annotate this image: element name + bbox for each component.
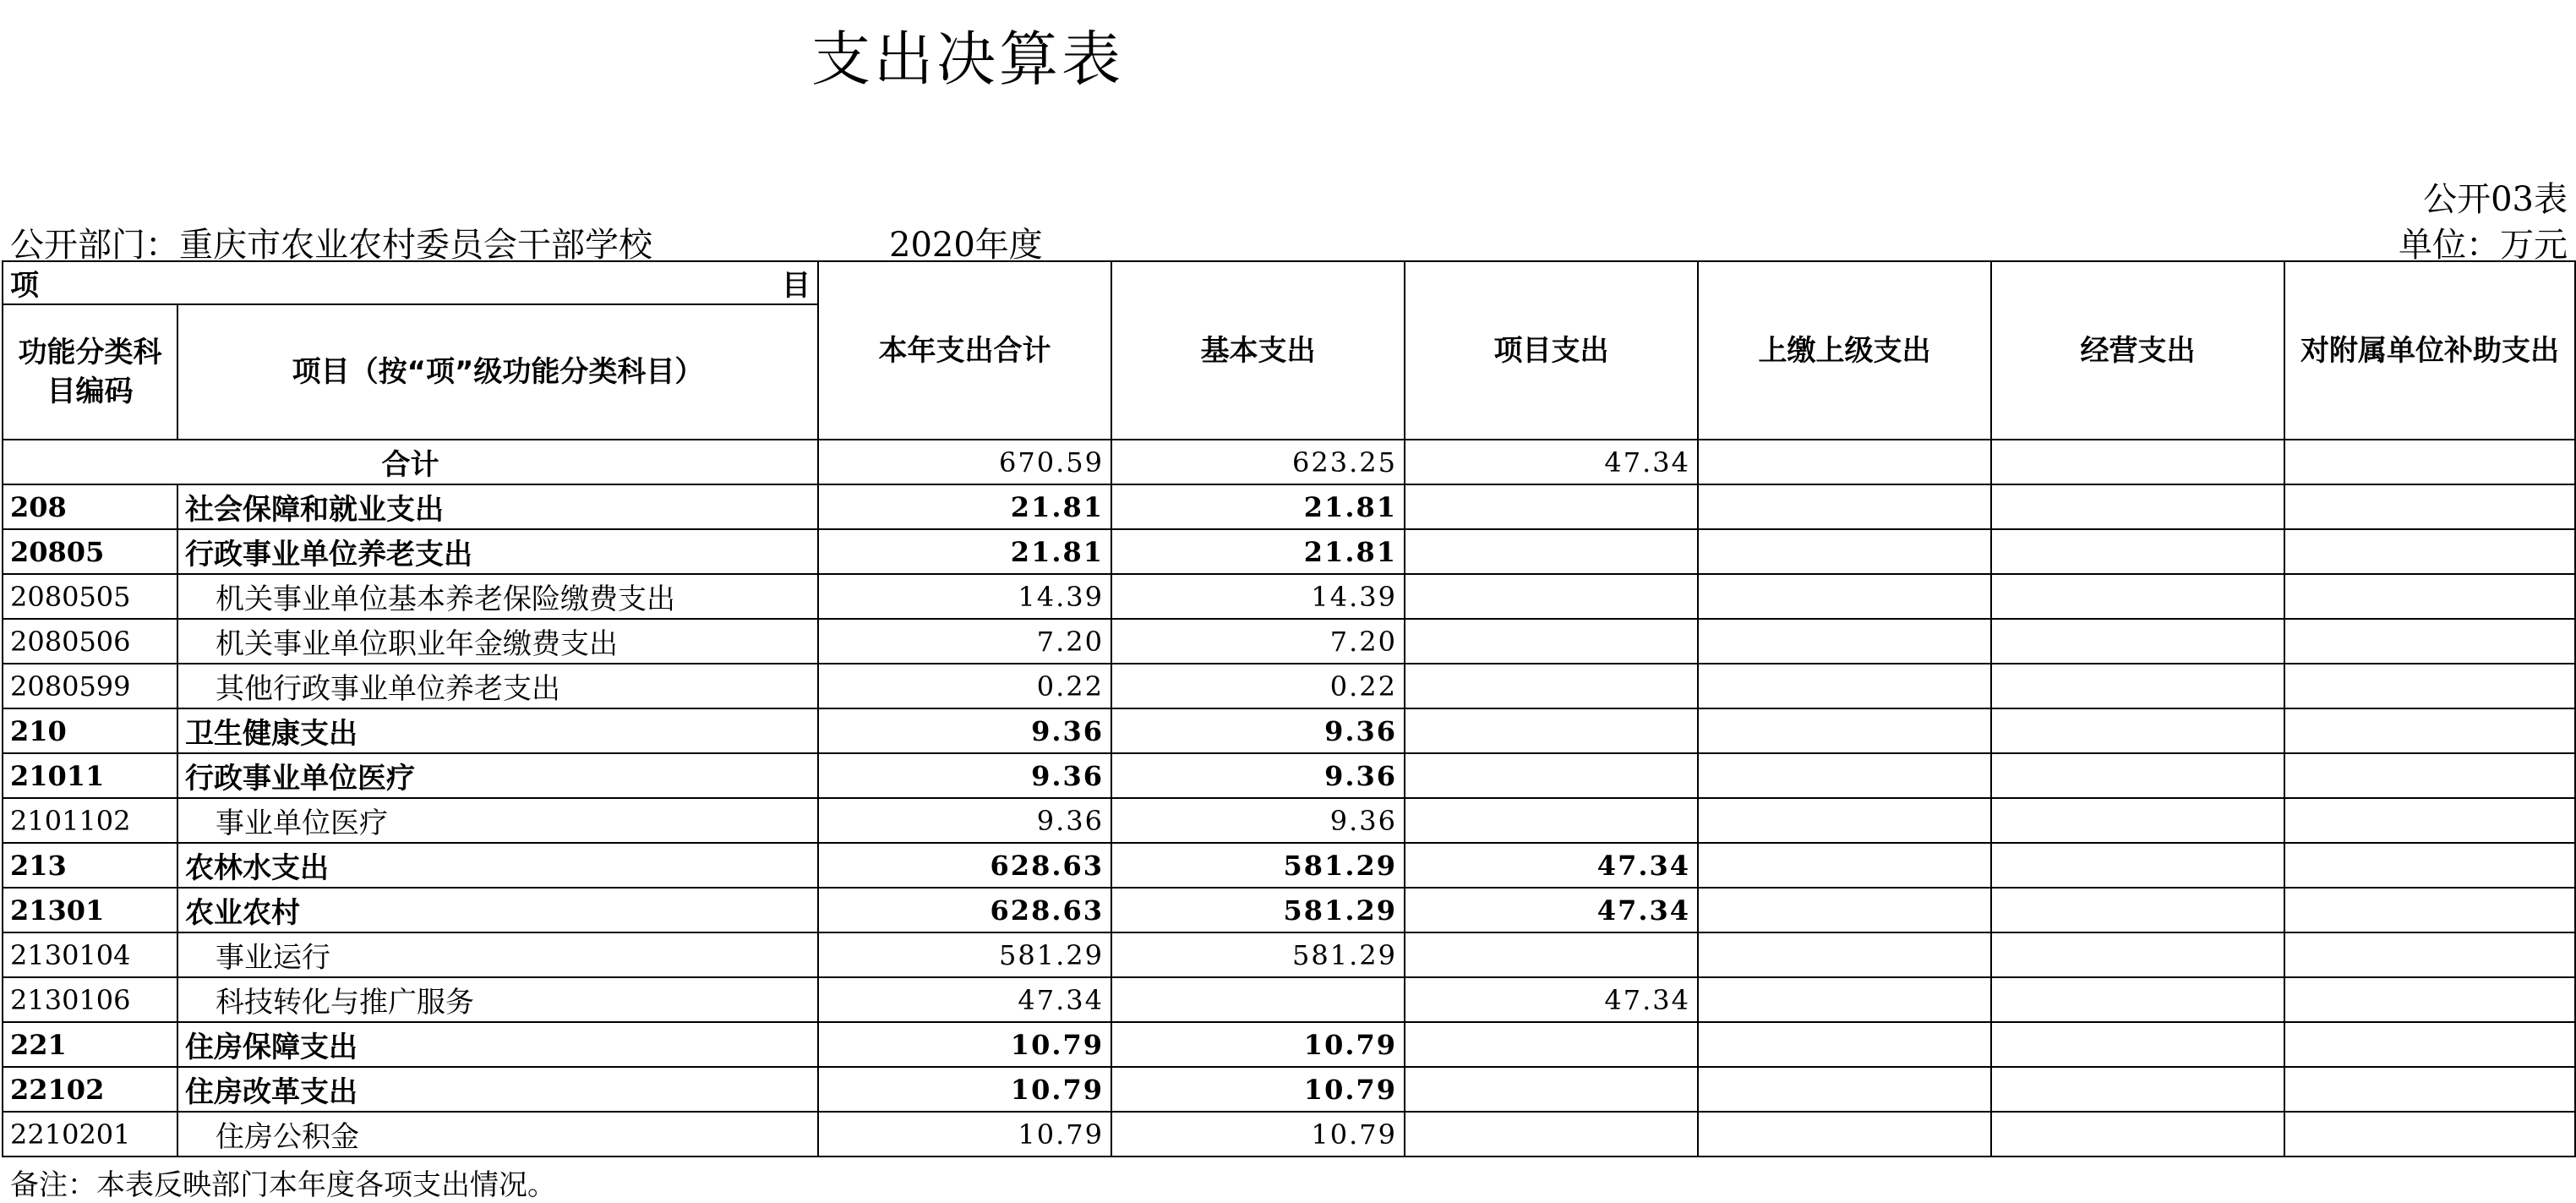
row-value bbox=[1991, 529, 2284, 574]
row-name: 事业单位医疗 bbox=[177, 798, 818, 843]
table-row bbox=[3, 798, 2575, 843]
total-label: 合计 bbox=[3, 440, 818, 484]
row-value: 581.29 bbox=[1111, 843, 1405, 888]
row-value bbox=[1698, 753, 1991, 798]
row-value: 21.81 bbox=[1111, 484, 1405, 529]
row-code: 2210201 bbox=[3, 1112, 177, 1157]
row-value bbox=[2284, 1112, 2575, 1157]
row-value: 10.79 bbox=[1111, 1022, 1405, 1067]
row-value: 10.79 bbox=[1111, 1067, 1405, 1112]
row-value: 47.34 bbox=[1405, 888, 1698, 932]
table-row bbox=[3, 932, 2575, 977]
row-value: 9.36 bbox=[1111, 798, 1405, 843]
row-value bbox=[1991, 664, 2284, 708]
row-value bbox=[1405, 932, 1698, 977]
row-value: 47.34 bbox=[1405, 843, 1698, 888]
total-value: 623.25 bbox=[1111, 440, 1405, 484]
row-value bbox=[2284, 798, 2575, 843]
row-value bbox=[1405, 619, 1698, 664]
row-value bbox=[2284, 708, 2575, 753]
row-value bbox=[1991, 977, 2284, 1022]
row-value: 10.79 bbox=[1111, 1112, 1405, 1157]
table-row bbox=[3, 1112, 2575, 1157]
table-row bbox=[3, 753, 2575, 798]
row-code: 213 bbox=[3, 843, 177, 888]
row-value bbox=[1405, 753, 1698, 798]
row-name: 事业运行 bbox=[177, 932, 818, 977]
row-value: 21.81 bbox=[1111, 529, 1405, 574]
header-item-right: 目 bbox=[782, 269, 810, 303]
row-value bbox=[1698, 574, 1991, 619]
header-project: 项目支出 bbox=[1405, 261, 1698, 440]
row-value bbox=[2284, 1067, 2575, 1112]
row-value bbox=[1991, 619, 2284, 664]
table-row bbox=[3, 619, 2575, 664]
row-value: 628.63 bbox=[818, 888, 1111, 932]
row-value: 581.29 bbox=[818, 932, 1111, 977]
total-value: 670.59 bbox=[818, 440, 1111, 484]
row-value bbox=[1405, 1067, 1698, 1112]
row-value: 628.63 bbox=[818, 843, 1111, 888]
header-name: 项目（按“项”级功能分类科目） bbox=[177, 304, 818, 440]
row-code: 208 bbox=[3, 484, 177, 529]
table-row bbox=[3, 574, 2575, 619]
header-row bbox=[3, 261, 2575, 304]
row-value: 0.22 bbox=[1111, 664, 1405, 708]
row-value bbox=[1405, 484, 1698, 529]
table-row bbox=[3, 977, 2575, 1022]
row-value bbox=[1991, 1112, 2284, 1157]
row-value bbox=[1991, 574, 2284, 619]
row-value: 9.36 bbox=[1111, 708, 1405, 753]
row-name: 行政事业单位养老支出 bbox=[177, 529, 818, 574]
row-value: 581.29 bbox=[1111, 932, 1405, 977]
table-row bbox=[3, 529, 2575, 574]
table-row bbox=[3, 1022, 2575, 1067]
row-value: 47.34 bbox=[1405, 977, 1698, 1022]
row-value bbox=[1991, 888, 2284, 932]
row-code: 2130106 bbox=[3, 977, 177, 1022]
row-value bbox=[2284, 529, 2575, 574]
row-code: 2101102 bbox=[3, 798, 177, 843]
row-value bbox=[1405, 574, 1698, 619]
row-code: 22102 bbox=[3, 1067, 177, 1112]
header-item-left: 项 bbox=[10, 269, 39, 303]
row-value bbox=[1991, 753, 2284, 798]
header-operating: 经营支出 bbox=[1991, 261, 2284, 440]
row-value bbox=[1698, 619, 1991, 664]
row-name: 机关事业单位基本养老保险缴费支出 bbox=[177, 574, 818, 619]
row-value: 581.29 bbox=[1111, 888, 1405, 932]
row-code: 2080599 bbox=[3, 664, 177, 708]
row-value: 47.34 bbox=[818, 977, 1111, 1022]
row-value: 10.79 bbox=[818, 1067, 1111, 1112]
row-value bbox=[1698, 484, 1991, 529]
row-name: 农业农村 bbox=[177, 888, 818, 932]
row-value bbox=[1991, 484, 2284, 529]
total-value bbox=[2284, 440, 2575, 484]
header-item-cell bbox=[3, 261, 818, 304]
total-value bbox=[1991, 440, 2284, 484]
row-value bbox=[1698, 977, 1991, 1022]
row-value bbox=[1405, 664, 1698, 708]
row-value bbox=[2284, 664, 2575, 708]
header-total: 本年支出合计 bbox=[818, 261, 1111, 440]
row-value: 9.36 bbox=[818, 753, 1111, 798]
row-name: 机关事业单位职业年金缴费支出 bbox=[177, 619, 818, 664]
total-value: 47.34 bbox=[1405, 440, 1698, 484]
row-code: 20805 bbox=[3, 529, 177, 574]
row-value bbox=[1991, 708, 2284, 753]
row-value bbox=[1698, 1067, 1991, 1112]
row-code: 21301 bbox=[3, 888, 177, 932]
row-value bbox=[1405, 529, 1698, 574]
row-value bbox=[1405, 708, 1698, 753]
row-value bbox=[1991, 798, 2284, 843]
row-value: 10.79 bbox=[818, 1112, 1111, 1157]
row-value: 7.20 bbox=[1111, 619, 1405, 664]
row-value bbox=[2284, 843, 2575, 888]
row-value: 9.36 bbox=[818, 798, 1111, 843]
header-subsidy: 对附属单位补助支出 bbox=[2284, 261, 2575, 440]
row-value bbox=[2284, 888, 2575, 932]
table-row bbox=[3, 708, 2575, 753]
row-value: 21.81 bbox=[818, 529, 1111, 574]
header-basic: 基本支出 bbox=[1111, 261, 1405, 440]
row-value bbox=[1991, 843, 2284, 888]
table-row bbox=[3, 1067, 2575, 1112]
row-value bbox=[2284, 619, 2575, 664]
row-value: 14.39 bbox=[1111, 574, 1405, 619]
row-value: 14.39 bbox=[818, 574, 1111, 619]
header-remit: 上缴上级支出 bbox=[1698, 261, 1991, 440]
row-value bbox=[2284, 574, 2575, 619]
row-value bbox=[2284, 753, 2575, 798]
row-value bbox=[1698, 664, 1991, 708]
row-value bbox=[1698, 932, 1991, 977]
row-value bbox=[1405, 798, 1698, 843]
row-value bbox=[1111, 977, 1405, 1022]
row-value: 10.79 bbox=[818, 1022, 1111, 1067]
row-value bbox=[1991, 1067, 2284, 1112]
row-value bbox=[1698, 1022, 1991, 1067]
row-value bbox=[1698, 843, 1991, 888]
row-value bbox=[1991, 932, 2284, 977]
page-title: 支出决算表 bbox=[811, 25, 1124, 94]
row-name: 其他行政事业单位养老支出 bbox=[177, 664, 818, 708]
fiscal-year: 2020年度 bbox=[889, 226, 1043, 265]
row-value bbox=[1698, 1112, 1991, 1157]
row-value: 9.36 bbox=[818, 708, 1111, 753]
row-code: 221 bbox=[3, 1022, 177, 1067]
row-value: 9.36 bbox=[1111, 753, 1405, 798]
row-code: 2080505 bbox=[3, 574, 177, 619]
department-label: 公开部门：重庆市农业农村委员会干部学校 bbox=[10, 226, 652, 265]
row-value bbox=[1698, 888, 1991, 932]
table-row bbox=[3, 664, 2575, 708]
total-value bbox=[1698, 440, 1991, 484]
table-row bbox=[3, 484, 2575, 529]
row-name: 农林水支出 bbox=[177, 843, 818, 888]
unit-label: 单位：万元 bbox=[2399, 226, 2568, 265]
header-code: 功能分类科目编码 bbox=[3, 304, 177, 440]
row-code: 2130104 bbox=[3, 932, 177, 977]
table-row bbox=[3, 888, 2575, 932]
form-code: 公开03表 bbox=[2423, 180, 2568, 219]
row-value: 21.81 bbox=[818, 484, 1111, 529]
row-name: 卫生健康支出 bbox=[177, 708, 818, 753]
total-row bbox=[3, 440, 2575, 484]
row-name: 科技转化与推广服务 bbox=[177, 977, 818, 1022]
row-name: 行政事业单位医疗 bbox=[177, 753, 818, 798]
row-value bbox=[1698, 529, 1991, 574]
row-name: 社会保障和就业支出 bbox=[177, 484, 818, 529]
row-name: 住房改革支出 bbox=[177, 1067, 818, 1112]
expenditure-table bbox=[2, 260, 2576, 1157]
row-code: 21011 bbox=[3, 753, 177, 798]
row-value bbox=[2284, 484, 2575, 529]
footnote: 备注：本表反映部门本年度各项支出情况。 bbox=[10, 1168, 556, 1202]
row-code: 210 bbox=[3, 708, 177, 753]
row-value bbox=[1405, 1022, 1698, 1067]
row-value: 7.20 bbox=[818, 619, 1111, 664]
row-value bbox=[1698, 708, 1991, 753]
row-name: 住房保障支出 bbox=[177, 1022, 818, 1067]
row-value bbox=[1698, 798, 1991, 843]
row-value: 0.22 bbox=[818, 664, 1111, 708]
row-code: 2080506 bbox=[3, 619, 177, 664]
row-value bbox=[2284, 932, 2575, 977]
row-value bbox=[2284, 1022, 2575, 1067]
table-row bbox=[3, 843, 2575, 888]
row-value bbox=[1991, 1022, 2284, 1067]
row-value bbox=[2284, 977, 2575, 1022]
row-name: 住房公积金 bbox=[177, 1112, 818, 1157]
row-value bbox=[1405, 1112, 1698, 1157]
